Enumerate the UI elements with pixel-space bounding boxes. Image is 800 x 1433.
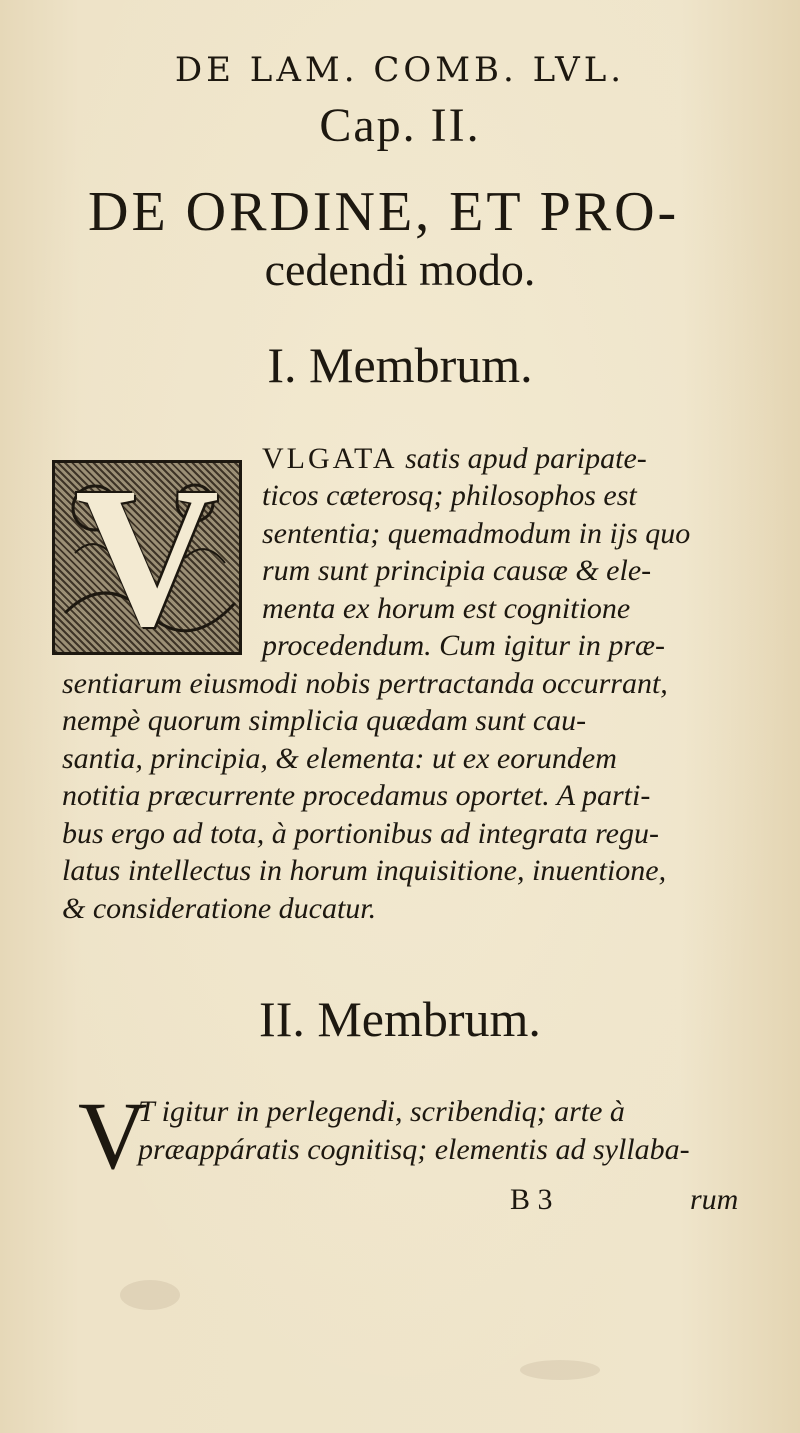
signature-mark: B 3 [510, 1183, 553, 1216]
text-line: santia, principia, & elementa: ut ex eorundem [62, 742, 617, 775]
section-title-1: I. Membrum. [267, 337, 533, 393]
text-line: procedendum. Cum igitur in præ- [262, 629, 666, 662]
text-line: notitia præcurrente procedamus oportet. A parti- [62, 779, 651, 812]
paper-stain [120, 1280, 180, 1310]
decorated-initial [52, 446, 242, 668]
paper-stain [520, 1360, 600, 1380]
initial-letter: V [74, 446, 220, 668]
running-head: DE LAM. COMB. LVL. [174, 50, 626, 90]
text-line: præappáratis cognitisq; elementis ad syllaba- [138, 1133, 690, 1166]
text-line: menta ex horum est cognitione [262, 592, 631, 625]
text-line: & consideratione ducatur. [62, 892, 377, 925]
text-line-1 [262, 440, 647, 478]
initial-letter-2: V [78, 1082, 148, 1189]
lead-caps: VLGATA [262, 442, 398, 475]
section-title-2: II. Membrum. [259, 991, 541, 1047]
text-line-1-rest: satis apud paripate- [405, 442, 647, 475]
chapter-heading-line-2: cedendi modo. [264, 244, 536, 295]
text-line: latus intellectus in horum inquisitione, inuentione, [62, 854, 667, 887]
chapter-number: Cap. II. [319, 99, 481, 152]
text-line: sentiarum eiusmodi nobis pertractanda occurrant, [62, 667, 668, 700]
text-line: sententia; quemadmodum in ijs quo [262, 517, 691, 550]
text-line: ticos cæterosq; philosophos est [262, 479, 637, 512]
text-line: rum sunt principia causæ & ele- [262, 554, 652, 587]
text-line: nempè quorum simplicia quædam sunt cau- [62, 704, 587, 737]
text-line: T igitur in perlegendi, scribendiq; arte à [138, 1095, 625, 1128]
text-line: bus ergo ad tota, à portionibus ad integrata regu- [62, 817, 659, 850]
catchword: rum [690, 1183, 739, 1216]
chapter-heading-line-1: DE ORDINE, ET PRO- [88, 181, 680, 243]
